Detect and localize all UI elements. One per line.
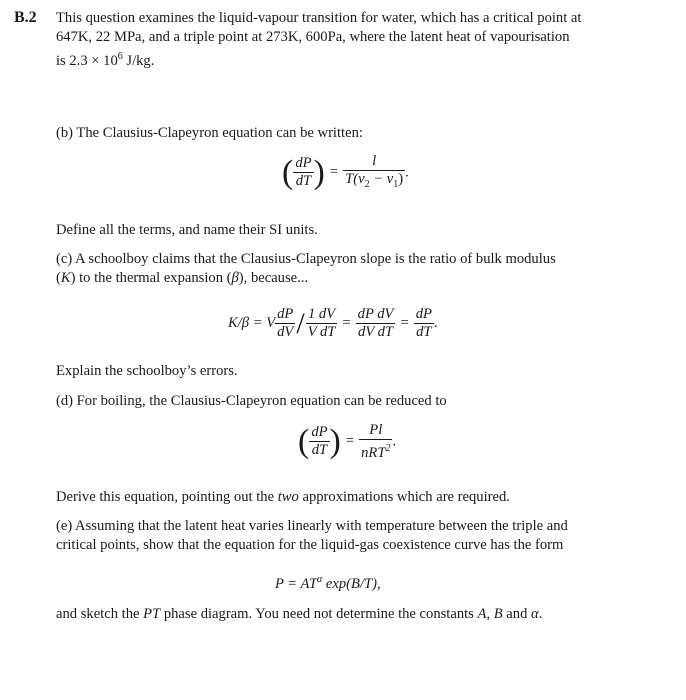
question-intro [56, 9, 676, 71]
fraction-expansion [306, 306, 338, 341]
numerator: dP dV [357, 306, 394, 322]
numerator: dP [277, 306, 294, 322]
numerator: dP [311, 424, 328, 441]
fraction-ideal-gas [359, 422, 392, 462]
numerator: dP [295, 155, 312, 172]
text-fragment: , [486, 606, 494, 622]
temperature-symbol: T [345, 171, 354, 187]
part-c-follow: Explain the schoolboy’s errors. [56, 363, 238, 379]
text-fragment: ( [56, 270, 61, 286]
pt-symbol: PT [143, 606, 161, 622]
numerator: Pl [359, 422, 392, 440]
open-paren: ( [282, 153, 294, 191]
question-number: B.2 [14, 9, 37, 26]
part-e-line-2: critical points, show that the equation for the liquid-gas coexistence curve has the form [56, 537, 564, 553]
part-c-equation [228, 306, 438, 341]
text-fragment: . [538, 606, 543, 622]
subscript-1: 1 [393, 178, 399, 190]
emphasis: two [277, 489, 299, 505]
part-e-text [56, 517, 676, 555]
division-slash: / [296, 306, 305, 340]
part-c-line-2 [56, 269, 676, 288]
part-e-last [56, 605, 542, 624]
part-e-line-1: (e) Assuming that the latent heat varies linearly with temperature between the triple and [56, 518, 568, 534]
constant-b: B [493, 606, 503, 622]
fraction-latent [343, 153, 405, 193]
part-b-text: (b) The Clausius-Clapeyron equation can be written: [56, 125, 363, 141]
numerator: 1 dV [306, 306, 338, 324]
numerator: dP [415, 306, 432, 322]
intro-units: J/kg. [122, 52, 155, 69]
denominator: dT [295, 173, 312, 190]
part-c-line-1: (c) A schoolboy claims that the Clausius-Clapeyron slope is the ratio of bulk modulus [56, 251, 556, 267]
thermal-expansion-symbol: β [231, 270, 239, 286]
close-paren: ) [329, 422, 341, 460]
text-fragment: and [502, 606, 532, 622]
part-b-follow: Define all the terms, and name their SI units. [56, 222, 318, 238]
bulk-modulus-symbol: K [60, 270, 71, 286]
denominator: dV dT [358, 324, 394, 340]
part-d-follow [56, 488, 510, 507]
equals-sign: = [345, 433, 355, 450]
fraction-chain [356, 306, 396, 341]
numerator: l [343, 153, 405, 171]
part-d-equation [298, 422, 396, 462]
part-c-text [56, 250, 676, 288]
intro-line-3 [56, 47, 676, 71]
text-fragment: approximations which are required. [298, 489, 510, 505]
fraction-dp-dt [293, 155, 313, 190]
denominator: dV [277, 324, 294, 340]
text-fragment: and sketch the [56, 606, 144, 622]
denominator [359, 440, 392, 462]
equals-sign: = [329, 164, 339, 181]
text-fragment: phase diagram. You need not determine the constants [160, 606, 478, 622]
part-b-equation [282, 153, 409, 193]
ratio-lhs: K/β = V [228, 315, 276, 331]
text-fragment: ) to the thermal expansion ( [70, 270, 232, 286]
period: . [405, 164, 409, 181]
close-paren: ) [313, 153, 325, 191]
text-fragment: ), because... [238, 270, 309, 286]
denominator [343, 171, 405, 193]
exponent-alpha: α [317, 574, 323, 585]
part-e-equation [275, 574, 381, 593]
exponential-term: exp(B/T), [322, 575, 381, 592]
volume-v2: (v [353, 171, 365, 187]
text-fragment: Derive this equation, pointing out the [56, 489, 278, 505]
equals-sign: = [342, 315, 351, 331]
denominator: dT [416, 324, 432, 340]
close-paren-inner: ) [398, 171, 404, 187]
denominator: dT [311, 442, 328, 459]
intro-exponent: 6 [117, 51, 123, 62]
constant-a: A [477, 606, 487, 622]
part-d-text: (d) For boiling, the Clausius-Clapeyron equation can be reduced to [56, 393, 447, 409]
volume-v1: − v [369, 171, 394, 187]
coexistence-lhs: P = AT [275, 575, 318, 592]
subscript-2: 2 [364, 178, 370, 190]
denominator-text: nRT [361, 444, 386, 461]
intro-line-2: 647K, 22 MPa, and a triple point at 273K, 600Pa, where the latent heat of vapourisation [56, 29, 570, 45]
fraction-dp-dt [309, 424, 329, 459]
fraction-dp-dt [414, 306, 434, 341]
denominator: V dT [307, 324, 336, 340]
constant-alpha: α [531, 606, 539, 622]
open-paren: ( [298, 422, 310, 460]
intro-latent-value: is 2.3 × 10 [56, 52, 118, 69]
intro-line-1: This question examines the liquid-vapour transition for water, which has a critical point at [56, 10, 582, 26]
period: . [392, 433, 397, 450]
exponent: 2 [385, 443, 391, 454]
equals-sign: = [400, 315, 409, 331]
fraction-dp-dv [275, 306, 295, 341]
period: . [433, 314, 438, 331]
